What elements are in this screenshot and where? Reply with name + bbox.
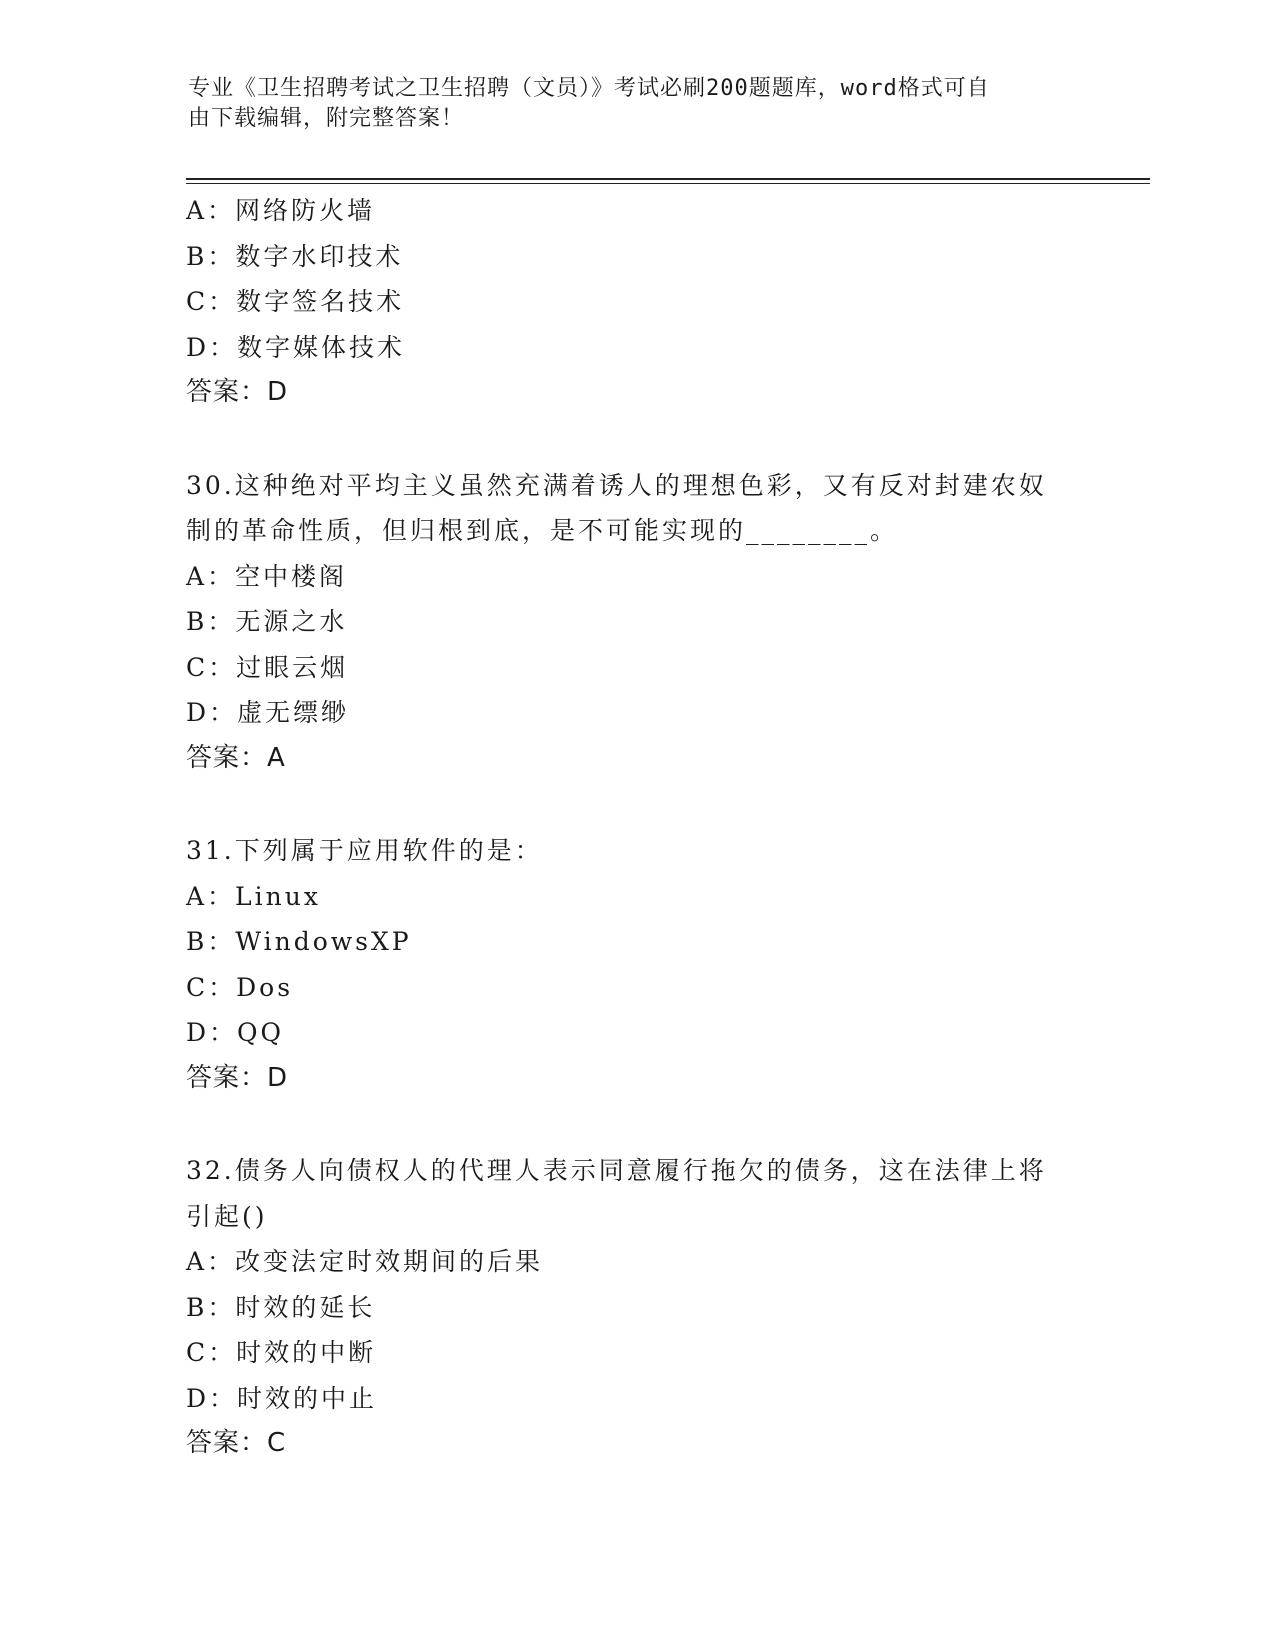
- header-line-2: 由下载编辑，附完整答案！: [188, 106, 465, 131]
- option-a: A：空中楼阁: [186, 561, 348, 591]
- option-d: D：数字媒体技术: [186, 332, 406, 362]
- option-d: D：时效的中止: [186, 1383, 378, 1413]
- answer: 答案：D: [186, 1062, 289, 1093]
- option-b: B：无源之水: [186, 607, 348, 636]
- option-c: C：时效的中断: [186, 1338, 377, 1367]
- header-line-1: 专业《卫生招聘考试之卫生招聘（文员）》考试必刷200题题库，word格式可自: [188, 76, 990, 101]
- question-text: 31.下列属于应用软件的是：: [186, 836, 543, 865]
- option-a: A：网络防火墙: [186, 196, 376, 225]
- document-header: [188, 74, 1088, 134]
- question-list: [186, 188, 1086, 1467]
- question-block-32: [186, 1148, 1086, 1467]
- spacer: [186, 416, 1086, 463]
- option-b: B：数字水印技术: [186, 241, 404, 271]
- question-block-31: [186, 828, 1086, 1101]
- option-c: C：过眼云烟: [186, 652, 349, 682]
- question-text: 32.债务人向债权人的代理人表示同意履行拖欠的债务，这在法律上将: [186, 1156, 1047, 1185]
- answer: 答案：D: [186, 377, 289, 407]
- question-block-30: [186, 463, 1086, 782]
- option-a: A：Linux: [186, 881, 321, 911]
- option-c: C：数字签名技术: [186, 287, 405, 316]
- question-text-cont: 引起(): [186, 1201, 268, 1231]
- header-divider: [186, 178, 1150, 184]
- answer: 答案：A: [186, 742, 286, 773]
- question-block-prev: [186, 188, 1086, 416]
- answer: 答案：C: [186, 1428, 287, 1458]
- option-d: D：虚无缥缈: [186, 698, 350, 727]
- option-d: D：QQ: [186, 1018, 285, 1047]
- option-c: C：Dos: [186, 972, 294, 1002]
- question-text-cont: 制的革命性质，但归根到底，是不可能实现的________。: [186, 516, 899, 545]
- question-text: 30.这种绝对平均主义虽然充满着诱人的理想色彩，又有反对封建农奴: [186, 470, 1047, 500]
- spacer: [186, 1101, 1086, 1148]
- option-b: B：时效的延长: [186, 1292, 376, 1322]
- option-b: B：WindowsXP: [186, 927, 412, 956]
- option-a: A：改变法定时效期间的后果: [186, 1247, 544, 1276]
- spacer: [186, 781, 1086, 828]
